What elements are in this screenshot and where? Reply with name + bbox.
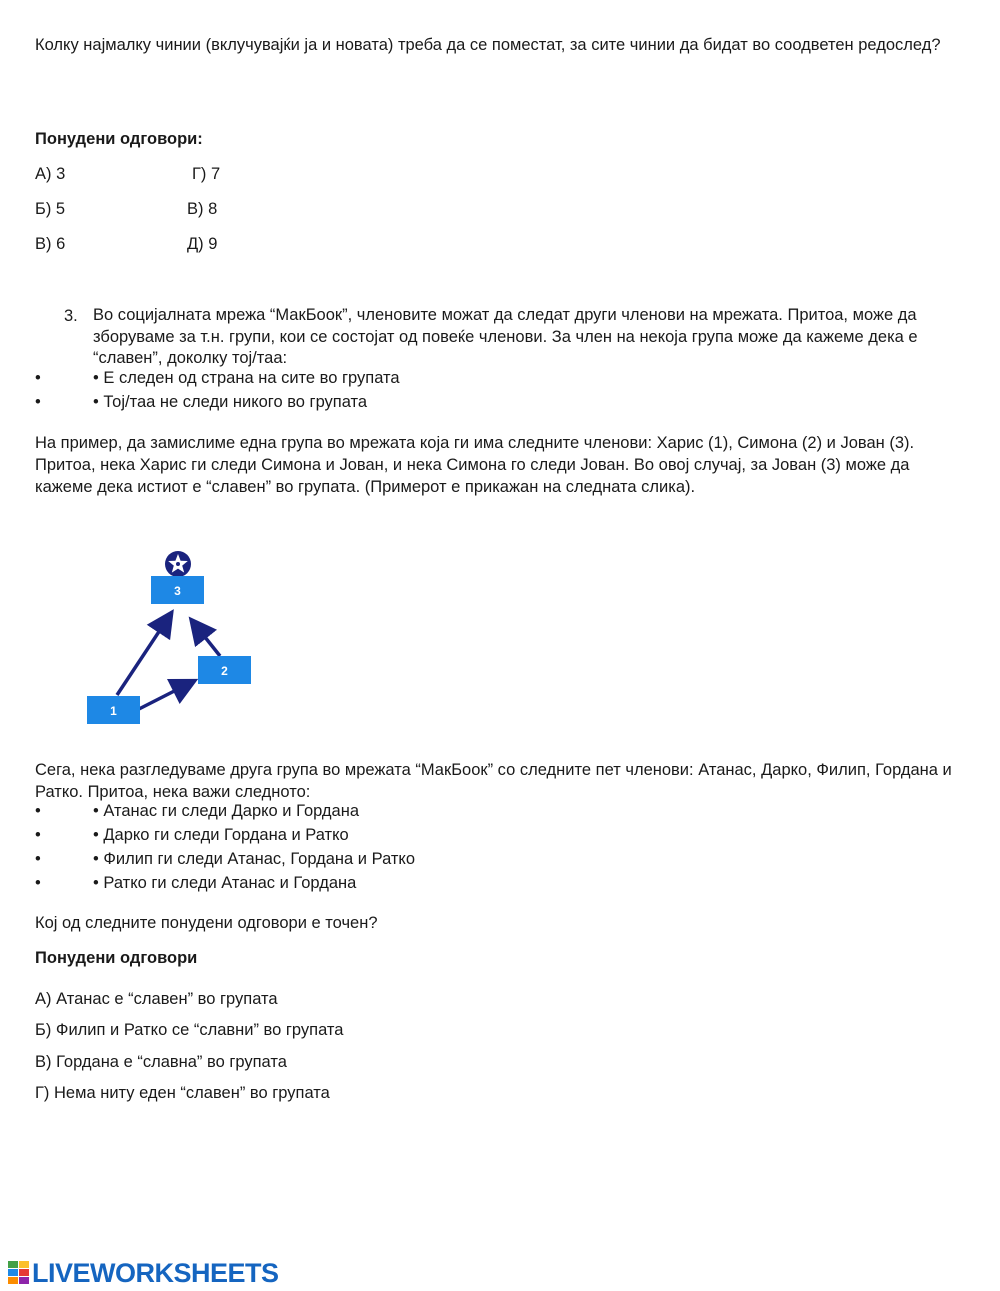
node-2 bbox=[198, 656, 251, 684]
example-paragraph: На пример, да замислиме една група во мрежата која ги има следните членови: Харис (1), Симона (2) и Јован (3). Притоа, нека Харис ги следи Симона и Јован, и нека Симона го следи Јован. Во овој случај, за Јован (3) може да кажеме дека истиот е “славен” во групата. (Примерот е прикажан на следната слика). bbox=[35, 434, 915, 496]
answer-v2-1: В) 8 bbox=[187, 200, 218, 218]
answer-b-1: Б) 5 bbox=[35, 200, 66, 218]
bullet-marker: • bbox=[35, 802, 41, 820]
second-group-paragraph: Сега, нека разгледуваме друга група во мрежата “МакБоок” со следните пет членови: Атанас, Дарко, Филип, Гордана и Ратко. Притоа, нека важи следното: bbox=[35, 761, 952, 801]
arrow-1-to-2 bbox=[137, 682, 192, 710]
offered-answers-heading-2: Понудени одговори bbox=[35, 949, 198, 967]
answer-option: Г) Нема ниту еден “славен” во групата bbox=[35, 1084, 330, 1102]
answer-g-1: Г) 7 bbox=[192, 165, 221, 183]
answer-v-1: В) 6 bbox=[35, 235, 66, 253]
bullet-marker: • bbox=[35, 369, 41, 387]
which-correct-question: Кој од следните понудени одговори е точен? bbox=[35, 914, 378, 932]
liveworksheets-logo-text: LIVEWORKSHEETS bbox=[32, 1258, 279, 1288]
condition-item: • Тој/таа не следи никого во групата bbox=[93, 393, 368, 411]
question-3-text: Во социјалната мрежа “МакБоок”, членовите можат да следат други членови на мрежата. Притоа, може да зборуваме за т.н. групи, кои се состојат од повеќе членови. За член на некоја група може да кажеме дека е “славен”, доколку тој/таа: bbox=[93, 306, 918, 367]
liveworksheets-logo[interactable] bbox=[8, 1260, 279, 1286]
node-1-label: 1 bbox=[110, 704, 117, 718]
bullet-marker: • bbox=[35, 393, 41, 411]
node-2-label: 2 bbox=[221, 664, 228, 678]
answer-option: А) Атанас е “славен” во групата bbox=[35, 990, 278, 1008]
relation-item: • Дарко ги следи Гордана и Ратко bbox=[93, 826, 349, 844]
answer-d-1: Д) 9 bbox=[187, 235, 218, 253]
liveworksheets-logo-icon bbox=[8, 1261, 30, 1285]
bullet-marker: • bbox=[35, 850, 41, 868]
arrow-2-to-3 bbox=[193, 622, 220, 656]
node-3 bbox=[151, 576, 204, 604]
relation-item: • Атанас ги следи Дарко и Гордана bbox=[93, 802, 360, 820]
answer-a-1: А) 3 bbox=[35, 165, 66, 183]
relation-item: • Филип ги следи Атанас, Гордана и Ратко bbox=[93, 850, 416, 868]
star-icon bbox=[165, 551, 191, 577]
bullet-marker: • bbox=[35, 874, 41, 892]
follow-graph-diagram bbox=[80, 545, 260, 730]
arrow-1-to-3 bbox=[117, 615, 170, 695]
bullet-marker: • bbox=[35, 826, 41, 844]
answer-option: В) Гордана е “славна” во групата bbox=[35, 1053, 287, 1071]
relation-item: • Ратко ги следи Атанас и Гордана bbox=[93, 874, 357, 892]
node-1 bbox=[87, 696, 140, 724]
condition-item: • Е следен од страна на сите во групата bbox=[93, 369, 400, 387]
offered-answers-heading-1: Понудени одговори: bbox=[35, 130, 203, 148]
answer-option: Б) Филип и Ратко се “славни” во групата bbox=[35, 1021, 344, 1039]
question-3-number: 3. bbox=[64, 307, 78, 325]
node-3-label: 3 bbox=[174, 584, 181, 598]
intro-question: Колку најмалку чинии (вклучувајќи ја и новата) треба да се поместат, за сите чинии да бидат во соодветен редослед? bbox=[35, 36, 941, 54]
